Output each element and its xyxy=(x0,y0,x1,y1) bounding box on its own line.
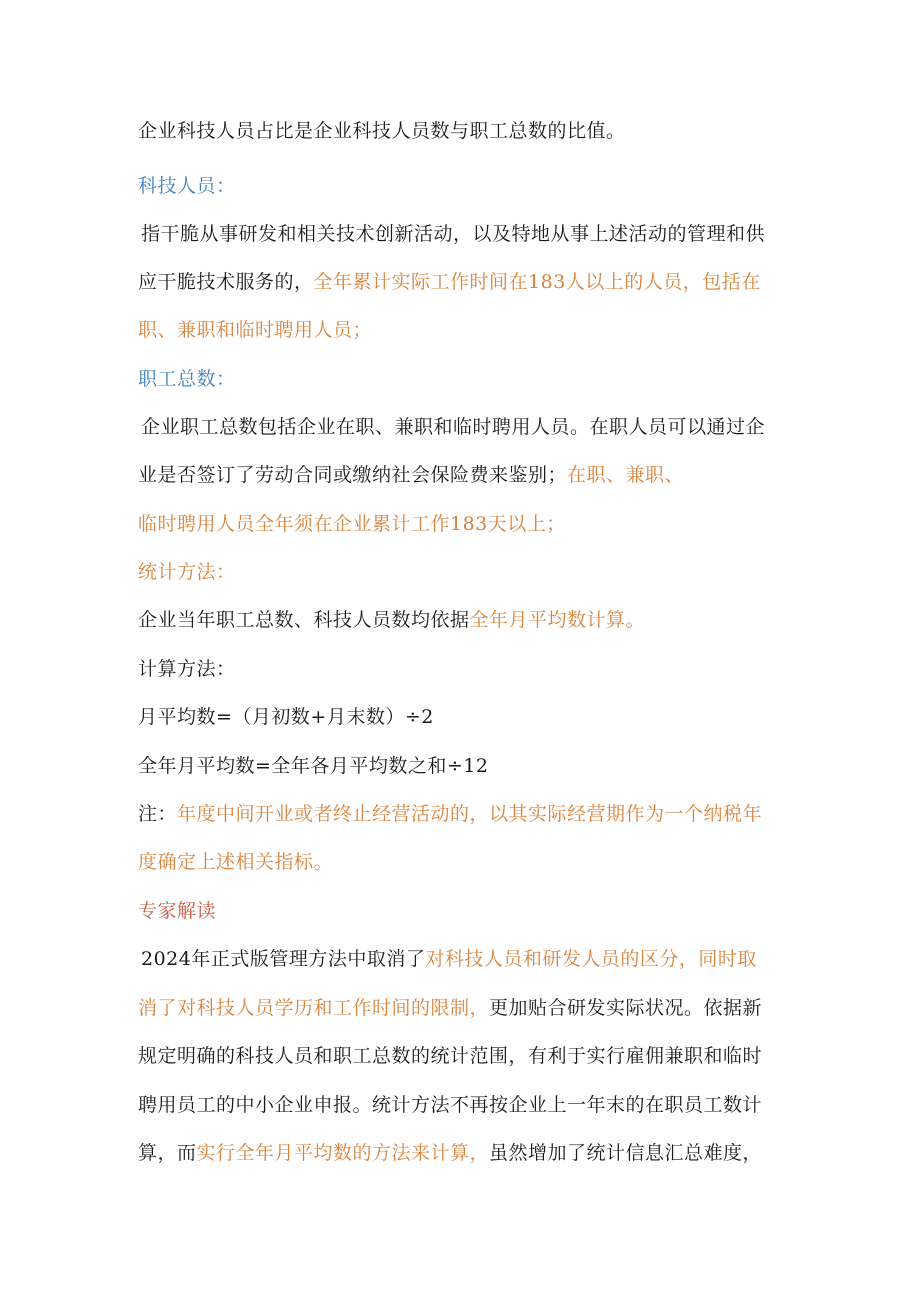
heading-calculation-method xyxy=(138,655,236,683)
text-segment: 企业科技人员占比是企业科技人员数与职工总数的比值。 xyxy=(138,120,626,142)
text-line-expert-1 xyxy=(141,945,757,973)
text-line-tech-staff-3 xyxy=(138,316,372,344)
text-line-expert-2 xyxy=(138,994,762,1022)
text-line-tech-staff-1 xyxy=(141,220,765,248)
text-segment: 职工总数： xyxy=(138,368,236,390)
text-segment: 聘用员工的中小企业申报。统计方法不再按企业上一年末的在职员工数计 xyxy=(138,1094,763,1116)
text-segment: 指干脆从事研发和相关技术创新活动，以及特地从事上述活动的管理和供 xyxy=(141,223,766,245)
text-line-intro xyxy=(138,117,626,145)
text-segment: 专家解读 xyxy=(138,900,217,922)
heading-total-staff xyxy=(138,365,236,393)
text-segment: 全年累计实际工作时间在183人以上的人员，包括在 xyxy=(313,271,761,293)
formula-annual-average xyxy=(138,752,489,780)
text-segment: 临时聘用人员全年须在企业累计工作183天以上； xyxy=(138,513,566,535)
text-line-tech-staff-2 xyxy=(138,268,761,296)
note-line-1 xyxy=(138,800,762,828)
heading-tech-staff xyxy=(138,172,236,200)
text-segment: 年度中间开业或者终止经营活动的，以其实际经营期作为一个纳税年 xyxy=(177,803,763,825)
text-segment: 月平均数=（月初数+月末数）÷2 xyxy=(138,706,434,728)
heading-expert-interpretation xyxy=(138,897,216,925)
text-segment: 应干脆技术服务的， xyxy=(138,271,314,293)
text-segment: 规定明确的科技人员和职工总数的统计范围，有利于实行雇佣兼职和临时 xyxy=(138,1045,763,1067)
text-segment: 职、兼职和临时聘用人员； xyxy=(138,319,373,341)
text-segment: 实行全年月平均数的方法来计算， xyxy=(196,1142,490,1164)
note-line-2 xyxy=(138,848,333,876)
text-segment: 虽然增加了统计信息汇总难度， xyxy=(489,1142,763,1164)
formula-monthly-average xyxy=(138,703,434,731)
text-line-statistics xyxy=(138,606,645,634)
text-segment: 对科技人员和研发人员的区分，同时取 xyxy=(425,948,757,970)
text-segment: 企业当年职工总数、科技人员数均依据 xyxy=(138,609,470,631)
text-segment: 度确定上述相关指标。 xyxy=(138,851,334,873)
text-line-expert-3 xyxy=(138,1042,762,1070)
text-line-expert-5 xyxy=(138,1139,762,1167)
text-segment: 消了对科技人员学历和工作时间的限制， xyxy=(138,997,490,1019)
text-segment: 计算方法： xyxy=(138,658,236,680)
text-segment: 在职、兼职、 xyxy=(567,464,685,486)
text-segment: 更加贴合研发实际状况。依据新 xyxy=(489,997,763,1019)
text-line-total-staff-1 xyxy=(141,413,765,441)
text-segment: 全年月平均数=全年各月平均数之和÷12 xyxy=(138,755,489,777)
heading-statistics-method xyxy=(138,558,236,586)
text-segment: 科技人员： xyxy=(138,175,236,197)
text-segment: 算，而 xyxy=(138,1142,197,1164)
text-segment: 2024年正式版管理方法中取消了 xyxy=(141,948,426,970)
text-segment: 全年月平均数计算。 xyxy=(469,609,646,631)
text-segment: 统计方法： xyxy=(138,561,236,583)
text-segment: 注： xyxy=(138,803,178,825)
text-line-expert-4 xyxy=(138,1091,762,1119)
text-line-total-staff-2 xyxy=(138,461,684,489)
text-segment: 企业职工总数包括企业在职、兼职和临时聘用人员。在职人员可以通过企 xyxy=(141,416,766,438)
text-line-total-staff-3 xyxy=(138,510,566,538)
text-segment: 业是否签订了劳动合同或缴纳社会保险费来鉴别； xyxy=(138,464,568,486)
